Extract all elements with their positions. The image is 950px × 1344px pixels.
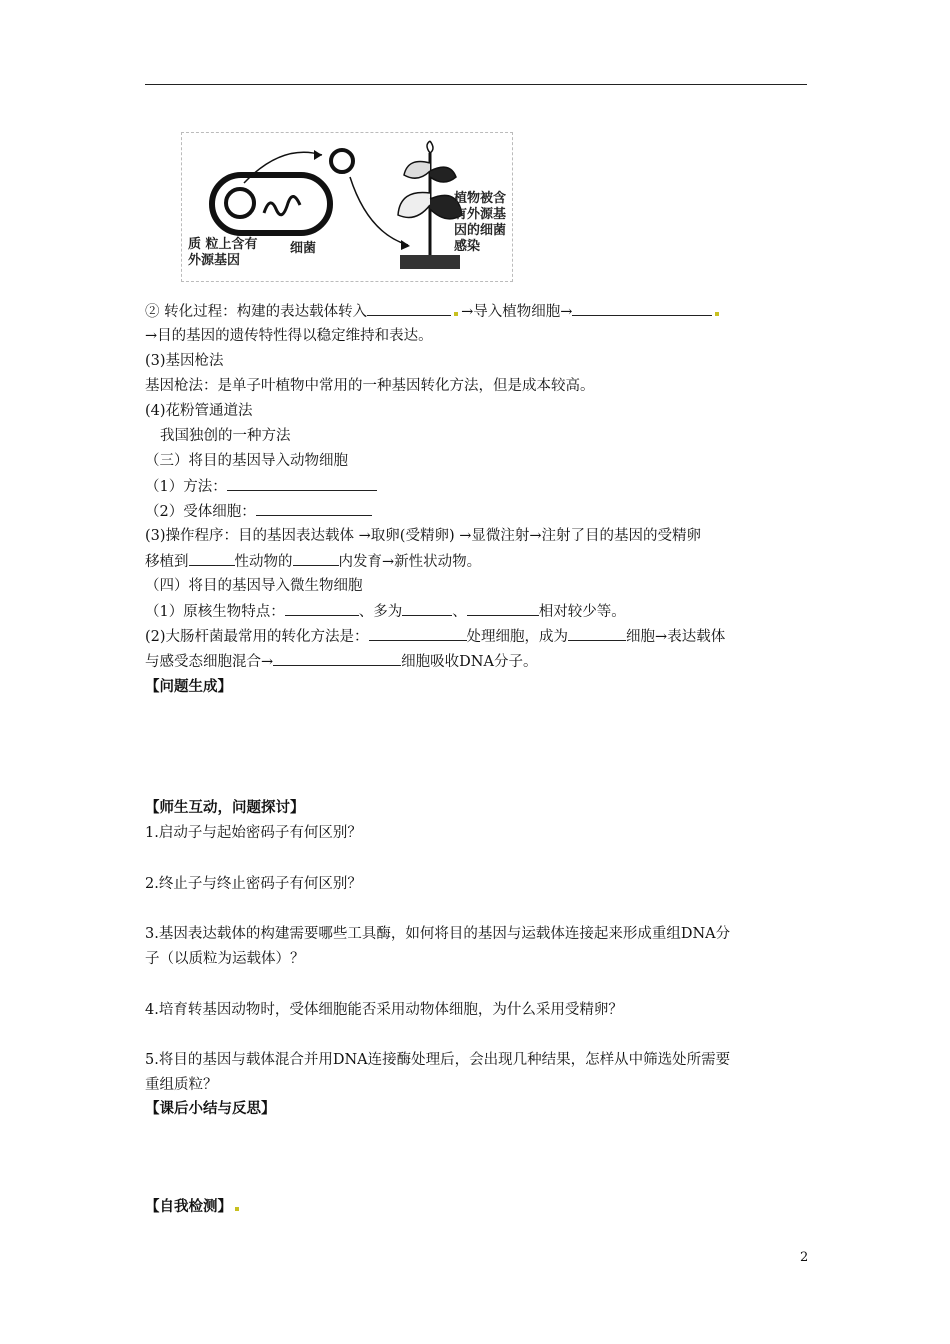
text-line [145,476,377,497]
plant-label: 植物被含 有外源基 因的细菌 感染 [454,191,507,254]
blank-field [467,601,539,616]
transformation-diagram [181,132,513,282]
blank-field [189,551,235,566]
question-item: 3.基因表达载体的构建需要哪些工具酶，如何将目的基因与运载体连接起来形成重组DNA分 [145,926,731,942]
text-line: →目的基因的遗传特性得以稳定维持和表达。 [145,328,433,344]
text-span: 内发育→新性状动物。 [338,554,482,570]
text-line: （三）将目的基因导入动物细胞 [145,453,348,469]
mark-dot [235,1207,239,1211]
text-span: 移植到 [145,554,189,570]
blank-field [402,601,452,616]
chromosome-squiggle [264,196,300,214]
text-line [145,551,481,572]
blank-field [273,651,401,666]
text-line [145,601,626,622]
section-heading: 【课后小结与反思】 [145,1101,276,1117]
question-item: 4.培育转基因动物时，受体细胞能否采用动物体细胞，为什么采用受精卵？ [145,1002,623,1018]
question-item: 2.终止子与终止密码子有何区别？ [145,876,362,892]
text-span: 、多为 [358,604,403,620]
text-span: 【自我检测】 [145,1199,232,1215]
text-line [145,626,725,647]
soil-pot [400,255,460,269]
text-span: （2）受体细胞： [145,504,256,520]
blank-field [256,501,372,516]
section-heading [145,1197,242,1217]
text-span: →导入植物细胞→ [461,304,573,320]
question-item: 5.将目的基因与载体混合并用DNA连接酶处理后，会出现几种结果，怎样从中筛选处所需要 [145,1052,731,1068]
text-span: （1）方法： [145,479,227,495]
text-line [145,501,372,522]
question-item: 1.启动子与起始密码子有何区别？ [145,825,362,841]
text-span: ② 转化过程：构建的表达载体转入 [145,304,368,320]
text-span: 性动物的 [234,554,293,570]
text-span: 处理细胞，成为 [466,629,569,645]
plasmid-label: 质 粒上含有 外源基因 [188,237,258,268]
text-line: (3)基因枪法 [145,353,224,369]
plant-leaf [430,167,456,182]
question-item: 重组质粒？ [145,1077,218,1093]
header-rule [145,84,807,85]
text-span: （1）原核生物特点： [145,604,285,620]
text-line: （四）将目的基因导入微生物细胞 [145,578,363,594]
blank-field [367,301,451,316]
text-line: 基因枪法：是单子叶植物中常用的一种基因转化方法，但是成本较高。 [145,378,595,394]
blank-field [572,301,712,316]
text-span: 、 [452,604,467,620]
plant-leaf [398,192,430,217]
text-line: (3)操作程序：目的基因表达载体 →取卵(受精卵) →显微注射→注射了目的基因的受精卵 [145,528,702,544]
section-heading: 【师生互动，问题探讨】 [145,800,305,816]
question-item: 子（以质粒为运载体）？ [145,951,305,967]
plant-leaf [404,162,430,179]
text-line: (4)花粉管通道法 [145,403,253,419]
page-number: 2 [800,1250,809,1265]
bacteria-label: 细菌 [290,241,317,256]
blank-field [568,626,626,641]
text-span: 细胞吸收DNA分子。 [401,654,538,670]
text-line [145,301,722,322]
text-span: 相对较少等。 [538,604,626,620]
text-line: 我国独创的一种方法 [160,428,291,444]
blank-field [227,476,377,491]
blank-field [369,626,467,641]
mark-dot [454,312,458,316]
blank-field [293,551,339,566]
free-plasmid [331,150,353,172]
blank-field [285,601,359,616]
text-span: 与感受态细胞混合→ [145,654,274,670]
text-line [145,651,537,672]
plasmid-in-bacterium [226,189,254,217]
text-span: (2)大肠杆菌最常用的转化方法是： [145,629,369,645]
section-heading: 【问题生成】 [145,679,232,695]
mark-dot [715,312,719,316]
text-span: 细胞→表达载体 [626,629,726,645]
